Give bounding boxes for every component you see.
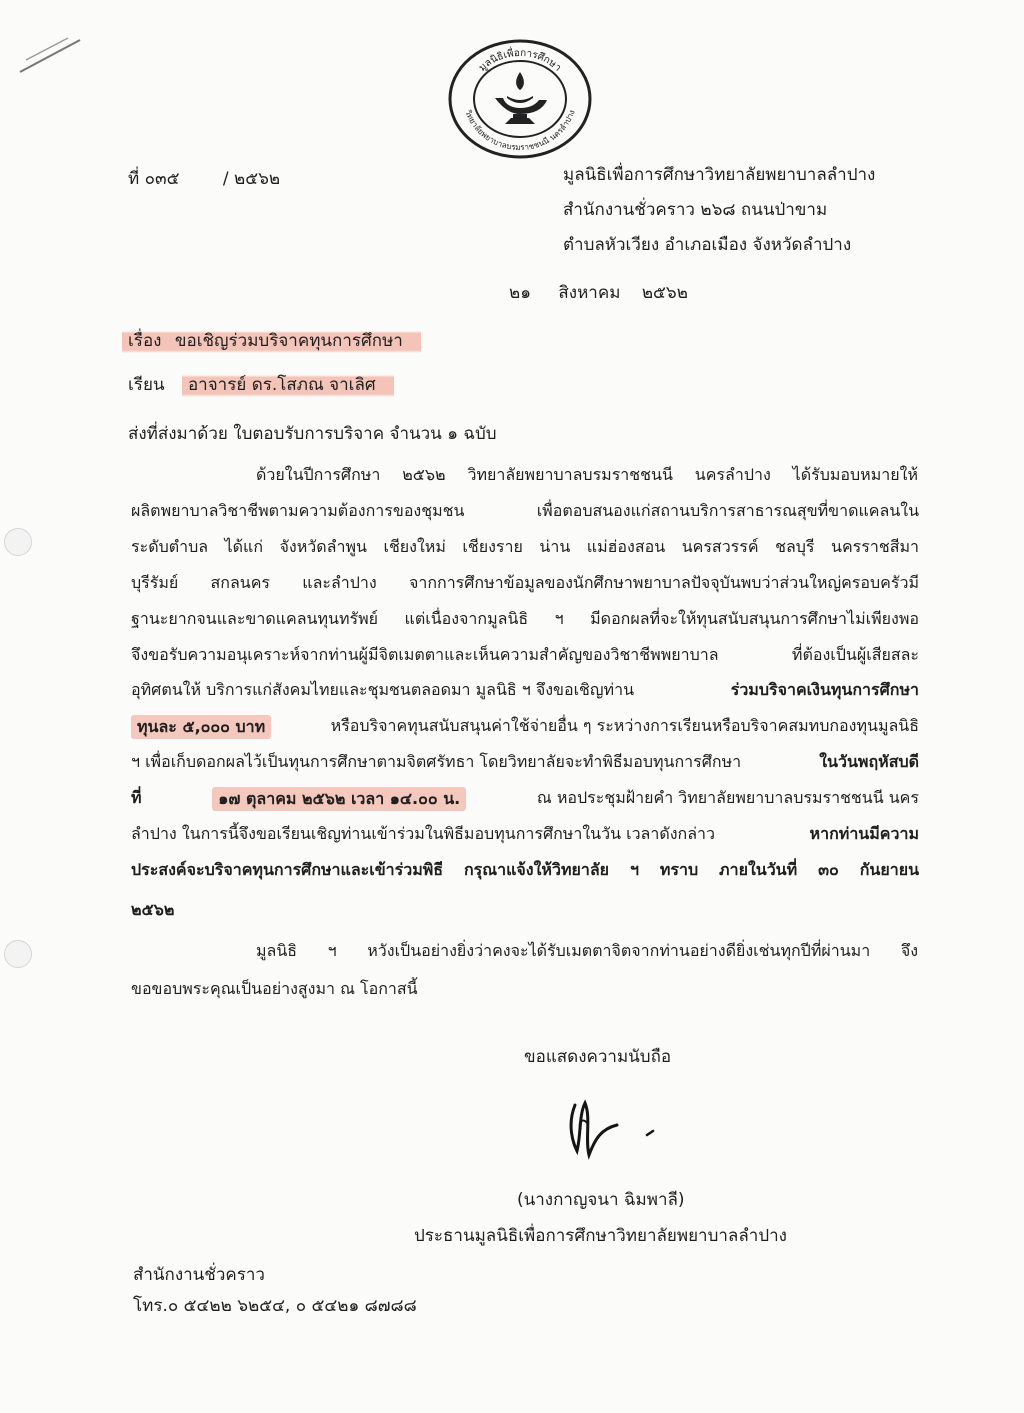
ceremony-venue: ณ หอประชุมฝ้ายคำ วิทยาลัยพยาบาลบรมราชชนนี นคร [536,788,919,807]
rsvp-year: ๒๕๖๒ [131,900,175,919]
date-month: สิงหาคม [558,283,621,303]
reference-year: / ๒๕๖๒ [222,169,281,189]
body-line-11 [131,823,919,845]
body-line-3: ระดับตำบล ได้แก่ จังหวัดลำพูน เชียงใหม่ เชียงราย น่าน แม่ฮ่องสอน นครสวรรค์ ชลบุรี นครราชสีมา [131,537,920,556]
punch-hole-bottom [4,940,32,968]
body-line-8 [131,715,919,739]
body-line-6: จึงขอรับความอนุเคราะห์จากท่านผู้มีจิตเมตตาและเห็นความสำคัญของวิชาชีพพยาบาล ที่ต้องเป็นผู้เสียสละ [131,645,919,664]
body-line-7 [131,679,919,701]
body-line-9-text: ฯ เพื่อเก็บดอกผลไว้เป็นทุนการศึกษาตามจิตศรัทธา โดยวิทยาลัยจะทำพิธีมอบทุนการศึกษา [131,752,742,771]
body-line-5: ฐานะยากจนและขาดแคลนทุนทรัพย์ แต่เนื่องจากมูลนิธิ ฯ มีดอกผลที่จะให้ทุนสนับสนุนการศึกษาไม่เพียงพอ [131,609,919,628]
addressee-line [128,374,394,396]
signer-title: ประธานมูลนิธิเพื่อการศึกษาวิทยาลัยพยาบาลลำปาง [414,1226,787,1246]
sender-line-3: ตำบลหัวเวียง อำเภอเมือง จังหวัดลำปาง [563,235,852,255]
subject-highlight [122,329,421,353]
sender-line-2: สำนักงานชั่วคราว ๒๖๘ ถนนป่าขาม [563,200,828,220]
body-line-8-text: หรือบริจาคทุนสนับสนุนค่าใช้จ่ายอื่น ๆ ระหว่างการเรียนหรือบริจาคสมทบกองทุนมูลนิธิ [330,716,919,735]
letter-date [509,282,688,304]
closing-paragraph-line-1: มูลนิธิ ฯ หวังเป็นอย่างยิ่งว่าคงจะได้รับเมตตาจิตจากท่านอย่างดียิ่งเช่นทุกปีที่ผ่านมา จึง [256,941,918,960]
closing-paragraph-line-2: ขอขอบพระคุณเป็นอย่างสูงมา ณ โอกาสนี้ [131,979,418,998]
staple-mark [16,36,86,76]
handwritten-signature [555,1095,665,1165]
body-line-9 [131,751,919,773]
signer-name: (นางกาญจนา ฉิมพาลี) [517,1190,685,1210]
date-day: ๒๑ [509,283,531,303]
body-line-2: ผลิตพยาบาลวิชาชีพตามความต้องการของชุมชน เพื่อตอบสนองแก่สถานบริการสาธารณสุขที่ขาดแคลนใน [131,501,919,520]
sender-line-1: มูลนิธิเพื่อการศึกษาวิทยาลัยพยาบาลลำปาง [563,165,876,185]
seal-bottom-text: วิทยาลัยพยาบาลบรมราชชนนี นครลำปาง [463,108,577,153]
rsvp-intro: หากท่านมีความ [809,824,919,843]
subject-text: ขอเชิญร่วมบริจาคทุนการศึกษา [174,331,403,351]
donation-invite: ร่วมบริจาคเงินทุนการศึกษา [730,680,919,699]
subject-label: เรื่อง [128,331,162,351]
addressee-name: อาจารย์ ดร.โสภณ จาเลิศ [182,373,394,397]
ceremony-date-time: ๑๗ ตุลาคม ๒๕๖๒ เวลา ๑๔.๐๐ น. [212,787,466,811]
punch-hole-top [4,528,32,556]
subject-line [128,330,421,352]
donation-amount: ทุนละ ๕,๐๐๐ บาท [131,715,271,739]
body-line-11-text: ลำปาง ในการนี้จึงขอเรียนเชิญท่านเข้าร่วมในพิธีมอบทุนการศึกษาในวัน เวลาดังกล่าว [131,824,715,843]
addressee-label: เรียน [128,375,165,395]
enclosure-line: ส่งที่ส่งมาด้วย ใบตอบรับการบริจาค จำนวน ๑ ฉบับ [128,424,497,444]
rsvp-line: ประสงค์จะบริจาคทุนการศึกษาและเข้าร่วมพิธี กรุณาแจ้งให้วิทยาลัย ฯ ทราบ ภายในวันที่ ๓๐ กันยายน [131,860,919,879]
ceremony-day: ในวันพฤหัสบดี [819,752,919,771]
ceremony-at-label: ที่ [131,788,142,807]
body-line-10 [131,787,919,811]
reference-no: ที่ ๐๓๕ [128,169,180,189]
reference-number [128,168,280,190]
body-line-1: ด้วยในปีการศึกษา ๒๕๖๒ วิทยาลัยพยาบาลบรมราชชนนี นครลำปาง ได้รับมอบหมายให้ [256,465,918,484]
body-line-7-text: อุทิศตนให้ บริการแก่สังคมไทยและชุมชนตลอดมา มูลนิธิ ฯ จึงขอเชิญท่าน [131,680,634,699]
date-year: ๒๕๖๒ [641,283,688,303]
closing-salutation: ขอแสดงความนับถือ [524,1047,672,1067]
seal-top-text: มูลนิธิเพื่อการศึกษา [476,47,564,74]
foundation-seal [447,38,593,160]
footer-phone: โทร.๐ ๕๔๒๒ ๖๒๕๔, ๐ ๕๔๒๑ ๘๗๘๘ [133,1296,417,1316]
body-line-4: บุรีรัมย์ สกลนคร และลำปาง จากการศึกษาข้อมูลของนักศึกษาพยาบาลปัจจุบันพบว่าส่วนใหญ่ครอบครัวมี [131,573,919,592]
footer-office: สำนักงานชั่วคราว [133,1265,265,1285]
